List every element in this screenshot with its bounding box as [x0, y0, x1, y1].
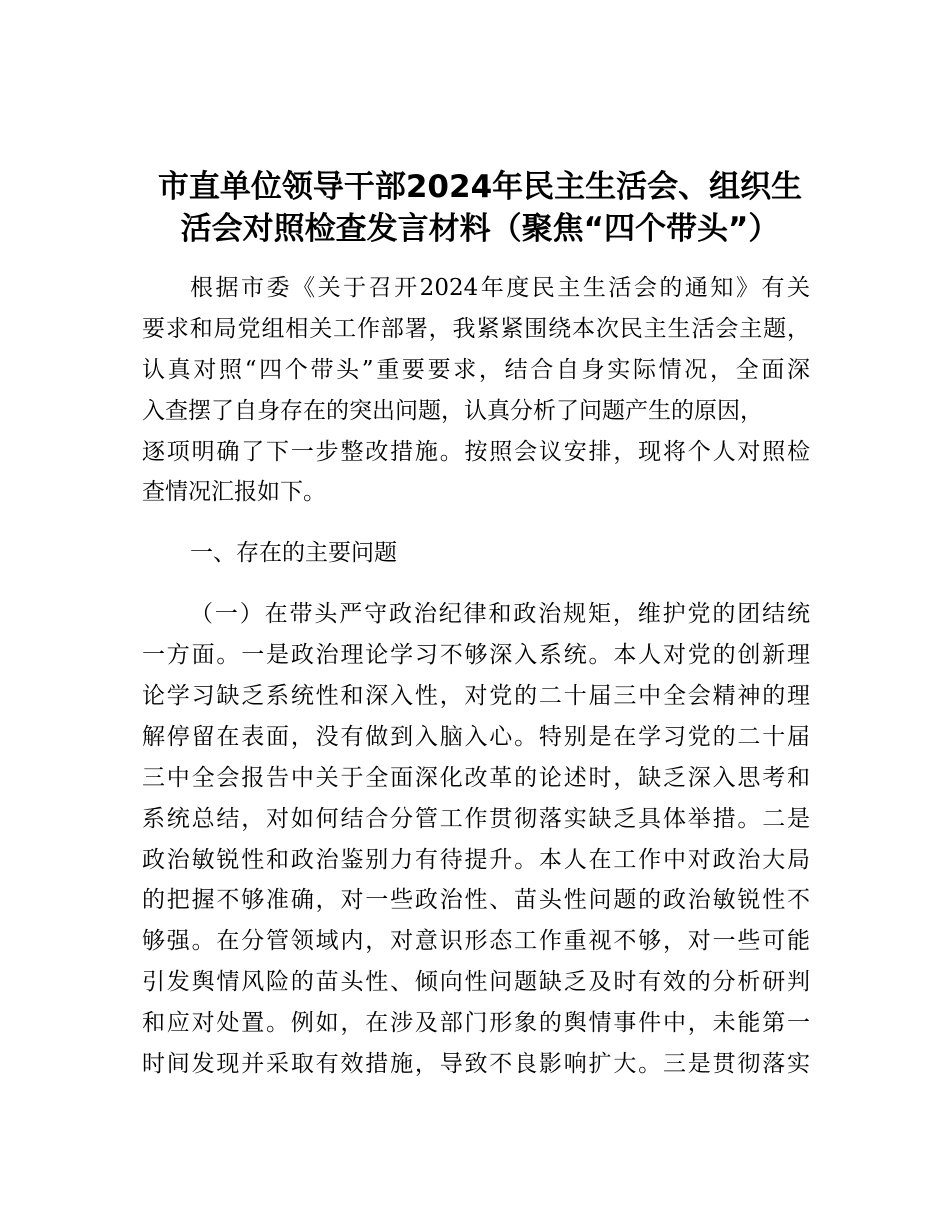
section-line-1: （一）在带头严守政治纪律和政治规矩，维护党的团结统	[190, 601, 810, 628]
title-line-1: 市直单位领导干部2024年民主生活会、组织生	[157, 169, 803, 205]
intro-line-2: 要求和局党组相关工作部署，我紧紧围绕本次民主生活会主题，	[142, 315, 810, 342]
intro-line-1: 根据市委《关于召开2024年度民主生活会的通知》有关	[190, 275, 810, 301]
intro-paragraph	[142, 268, 810, 513]
section-line-6: 系统总结，对如何结合分管工作贯彻落实缺乏具体举措。二是	[142, 805, 810, 832]
intro-line-6: 查情况汇报如下。	[142, 479, 326, 506]
intro-line-3: 认真对照“四个带头”重要要求，结合自身实际情况，全面深	[142, 356, 810, 383]
section-line-2: 一方面。一是政治理论学习不够深入系统。本人对党的创新理	[142, 642, 810, 669]
intro-line-5: 逐项明确了下一步整改措施。按照会议安排，现将个人对照检	[142, 438, 810, 465]
section-line-9: 够强。在分管领域内，对意识形态工作重视不够，对一些可能	[142, 928, 810, 955]
section-paragraph	[142, 594, 810, 1085]
document-title	[140, 166, 820, 250]
section-line-5: 三中全会报告中关于全面深化改革的论述时，缺乏深入思考和	[142, 764, 810, 791]
section-line-11: 和应对处置。例如，在涉及部门形象的舆情事件中，未能第一	[142, 1010, 810, 1037]
section-line-3: 论学习缺乏系统性和深入性，对党的二十届三中全会精神的理	[142, 683, 810, 710]
section-line-4: 解停留在表面，没有做到入脑入心。特别是在学习党的二十届	[142, 723, 810, 750]
section-line-8: 的把握不够准确，对一些政治性、苗头性问题的政治敏锐性不	[142, 887, 810, 914]
intro-line-4: 入查摆了自身存在的突出问题，认真分析了问题产生的原因，	[142, 397, 763, 424]
section-line-10: 引发舆情风险的苗头性、倾向性问题缺乏及时有效的分析研判	[142, 969, 810, 996]
section-heading: 一、存在的主要问题	[190, 540, 397, 567]
section-line-7: 政治敏锐性和政治鉴别力有待提升。本人在工作中对政治大局	[142, 846, 810, 873]
section-line-12: 时间发现并采取有效措施，导致不良影响扩大。三是贯彻落实	[142, 1051, 810, 1078]
title-line-2: 活会对照检查发言材料（聚焦“四个带头”）	[180, 211, 780, 247]
document-body	[142, 268, 810, 1085]
